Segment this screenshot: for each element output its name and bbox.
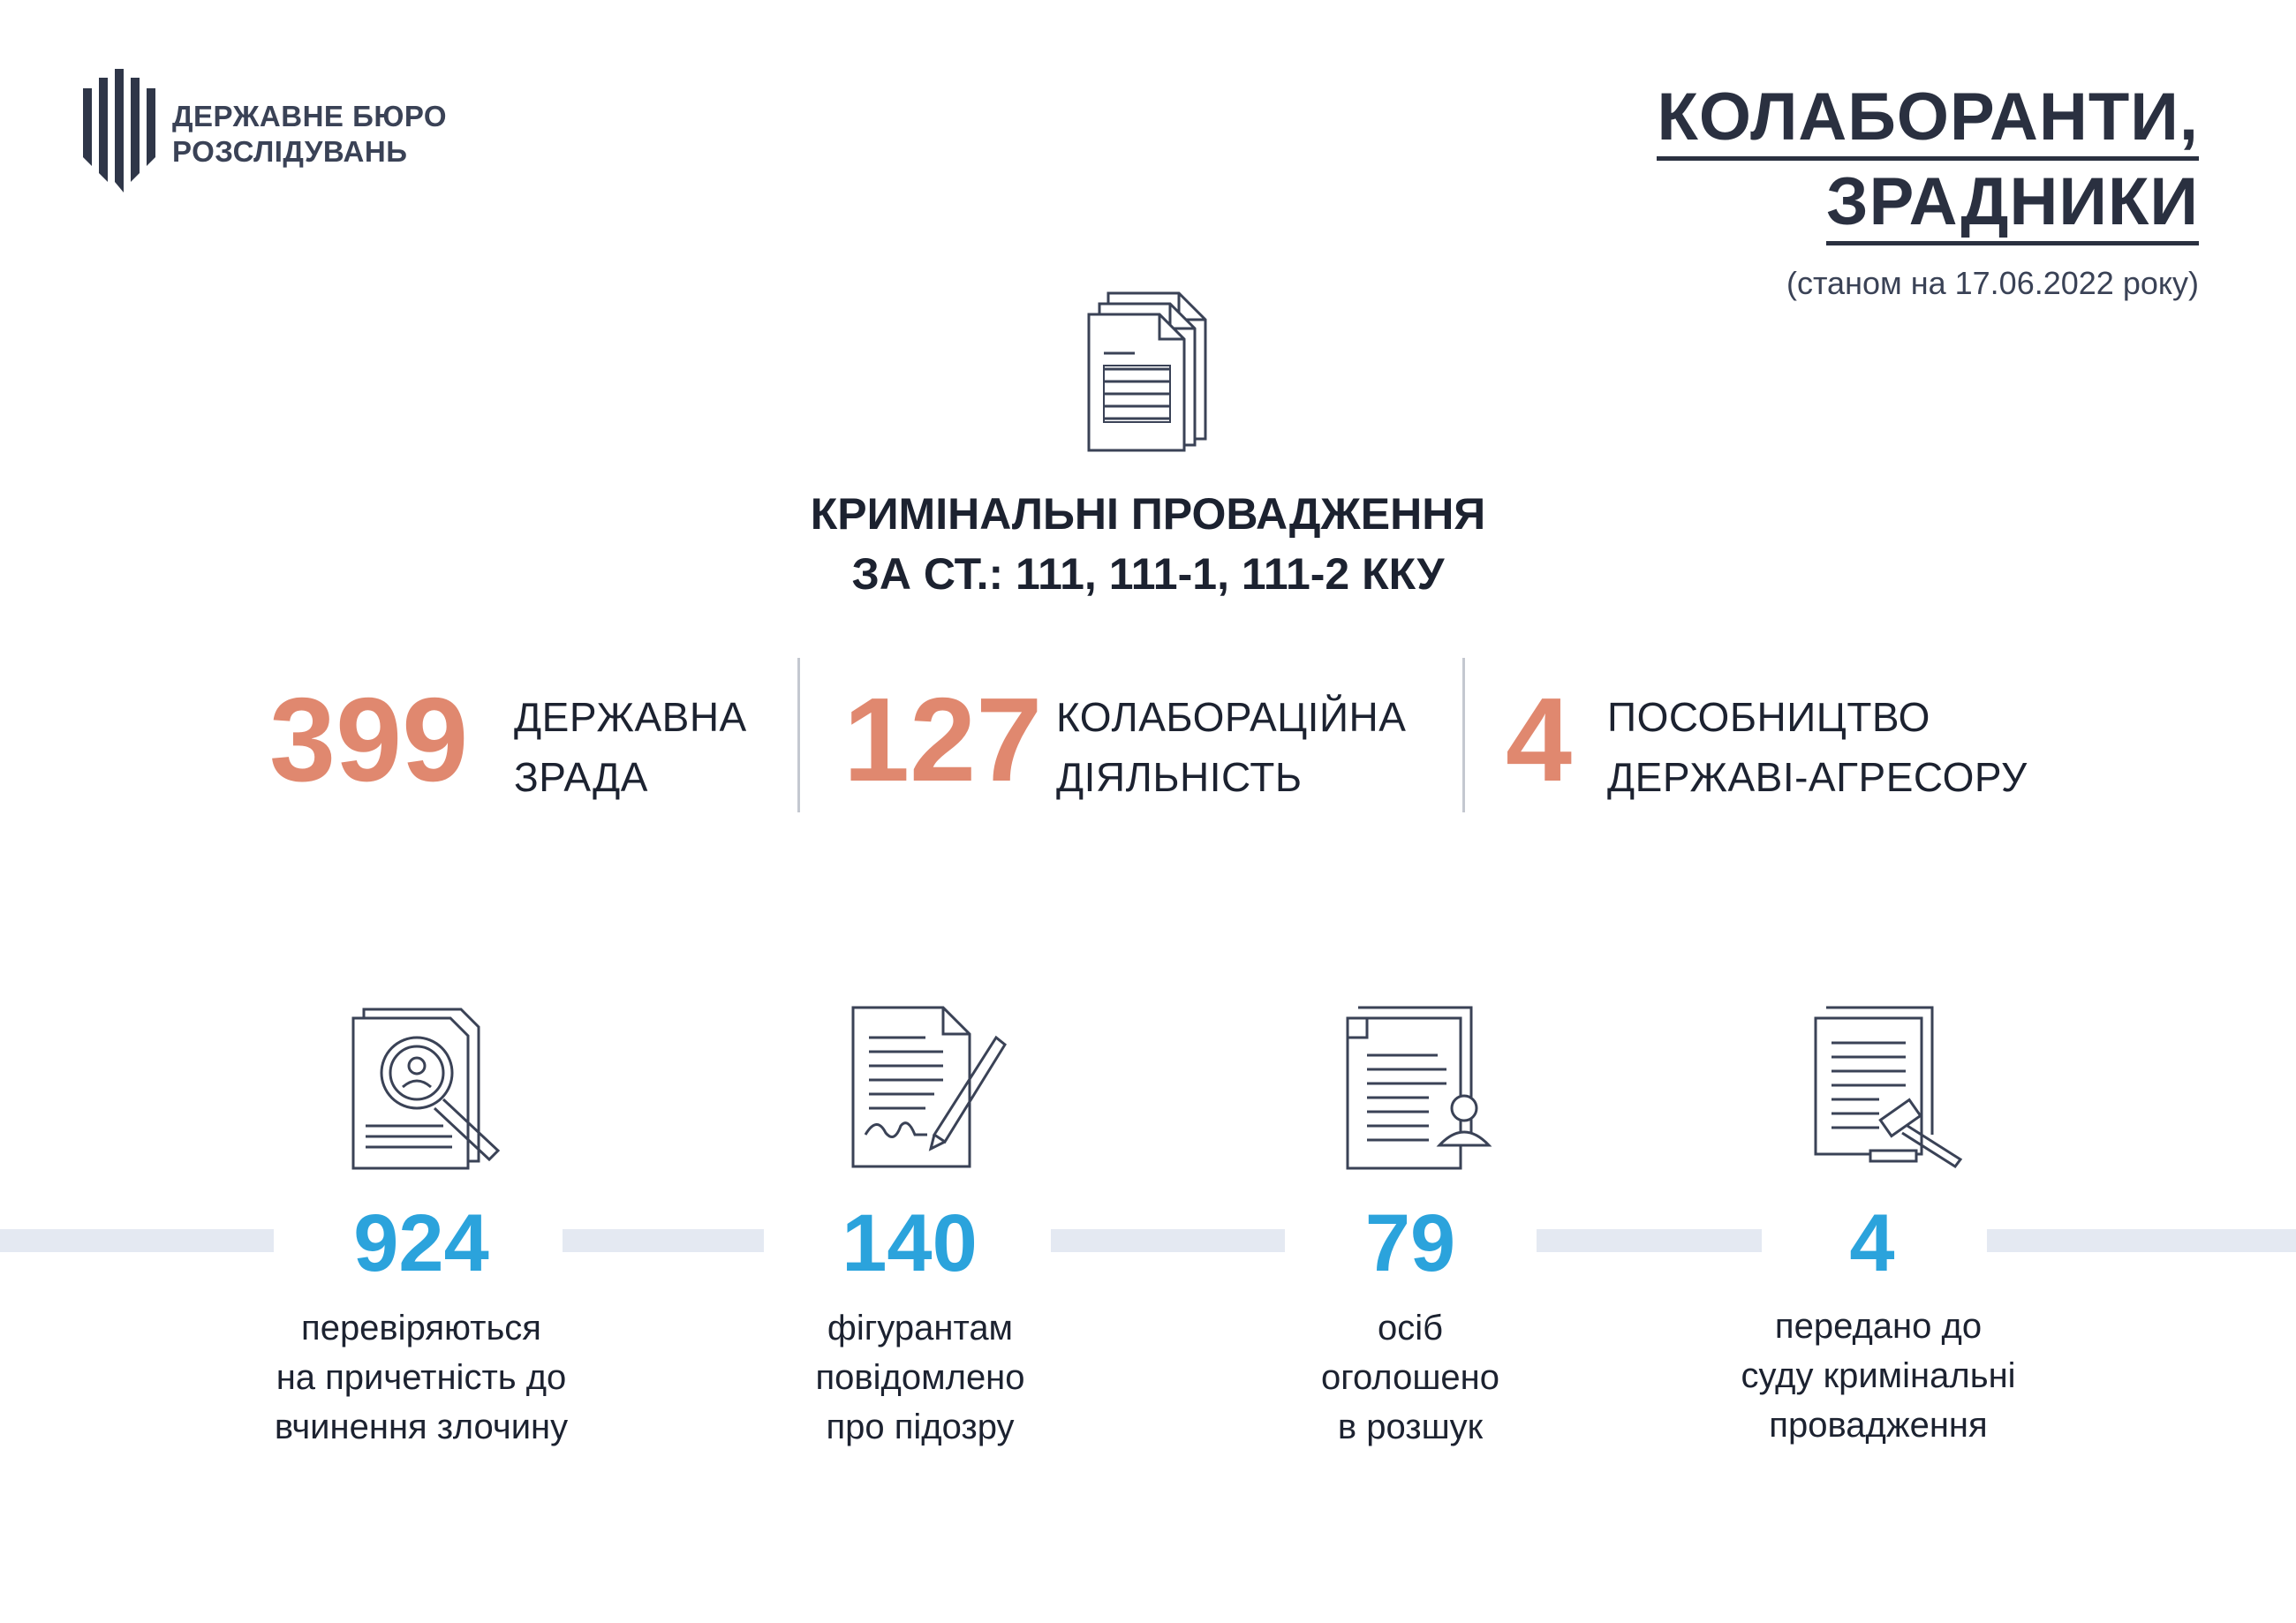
- description-line: передано до: [1774, 1307, 1983, 1346]
- description-line: про підозру: [826, 1408, 1015, 1446]
- section-title-line-1: КРИМІНАЛЬНІ ПРОВАДЖЕННЯ: [810, 489, 1486, 539]
- stat-label-line-1: ДЕРЖАВНА: [514, 694, 747, 740]
- description-line: суду кримінальні: [1741, 1356, 2016, 1395]
- description-line: провадження: [1769, 1406, 1988, 1445]
- stat-label: [514, 687, 747, 807]
- timeline-value: 924: [353, 1198, 489, 1288]
- document-person-icon: [1341, 1002, 1508, 1170]
- description-line: оголошено: [1320, 1358, 1500, 1397]
- stat-label-line-2: ДІЯЛЬНІСТЬ: [1056, 754, 1303, 800]
- timeline-description: [218, 1303, 624, 1452]
- timeline-value: 79: [1364, 1198, 1456, 1288]
- description-line: осіб: [1377, 1309, 1444, 1347]
- document-gavel-icon: [1809, 1002, 1976, 1170]
- description-line: на причетність до: [276, 1358, 567, 1397]
- dbr-logo-icon: [79, 69, 159, 192]
- documents-icon: [1082, 284, 1214, 452]
- stat-label: [1056, 687, 1406, 807]
- section-title: [706, 484, 1590, 604]
- description-line: перевіряються: [301, 1309, 541, 1347]
- org-line-2: РОЗСЛІДУВАНЬ: [172, 135, 408, 168]
- stat-label: [1607, 687, 2028, 807]
- date-note: (станом на 17.06.2022 року): [1786, 265, 2199, 301]
- divider: [797, 658, 800, 812]
- title-line-2: ЗРАДНИКИ: [1826, 164, 2199, 245]
- description-line: фігурантам: [827, 1309, 1014, 1347]
- section-title-line-2: ЗА СТ.: 111, 111-1, 111-2 ККУ: [851, 549, 1445, 599]
- timeline-value: 4: [1849, 1198, 1895, 1288]
- description-line: в розшук: [1337, 1408, 1484, 1446]
- description-line: повідомлено: [815, 1358, 1025, 1397]
- timeline-description: [1675, 1302, 2081, 1450]
- document-search-icon: [346, 1002, 514, 1170]
- stat-value: 4: [1506, 673, 1573, 806]
- stat-label-line-2: ДЕРЖАВІ-АГРЕСОРУ: [1607, 754, 2028, 800]
- org-line-1: ДЕРЖАВНЕ БЮРО: [172, 100, 448, 132]
- description-line: вчинення злочину: [274, 1408, 569, 1446]
- document-signature-icon: [846, 1002, 1014, 1170]
- title-line-1: КОЛАБОРАНТИ,: [1657, 79, 2199, 161]
- timeline-bar: [0, 1229, 274, 1252]
- stat-label-line-1: ПОСОБНИЦТВО: [1607, 694, 1930, 740]
- stat-value: 399: [269, 673, 469, 806]
- stat-label-line-1: КОЛАБОРАЦІЙНА: [1056, 694, 1407, 740]
- timeline-description: [1207, 1303, 1613, 1452]
- organization-name: [172, 99, 447, 170]
- stat-value: 127: [843, 673, 1043, 806]
- stat-label-line-2: ЗРАДА: [514, 754, 648, 800]
- timeline-value: 140: [842, 1198, 978, 1288]
- timeline-description: [717, 1303, 1123, 1452]
- divider: [1462, 658, 1465, 812]
- page-title: [1657, 75, 2199, 245]
